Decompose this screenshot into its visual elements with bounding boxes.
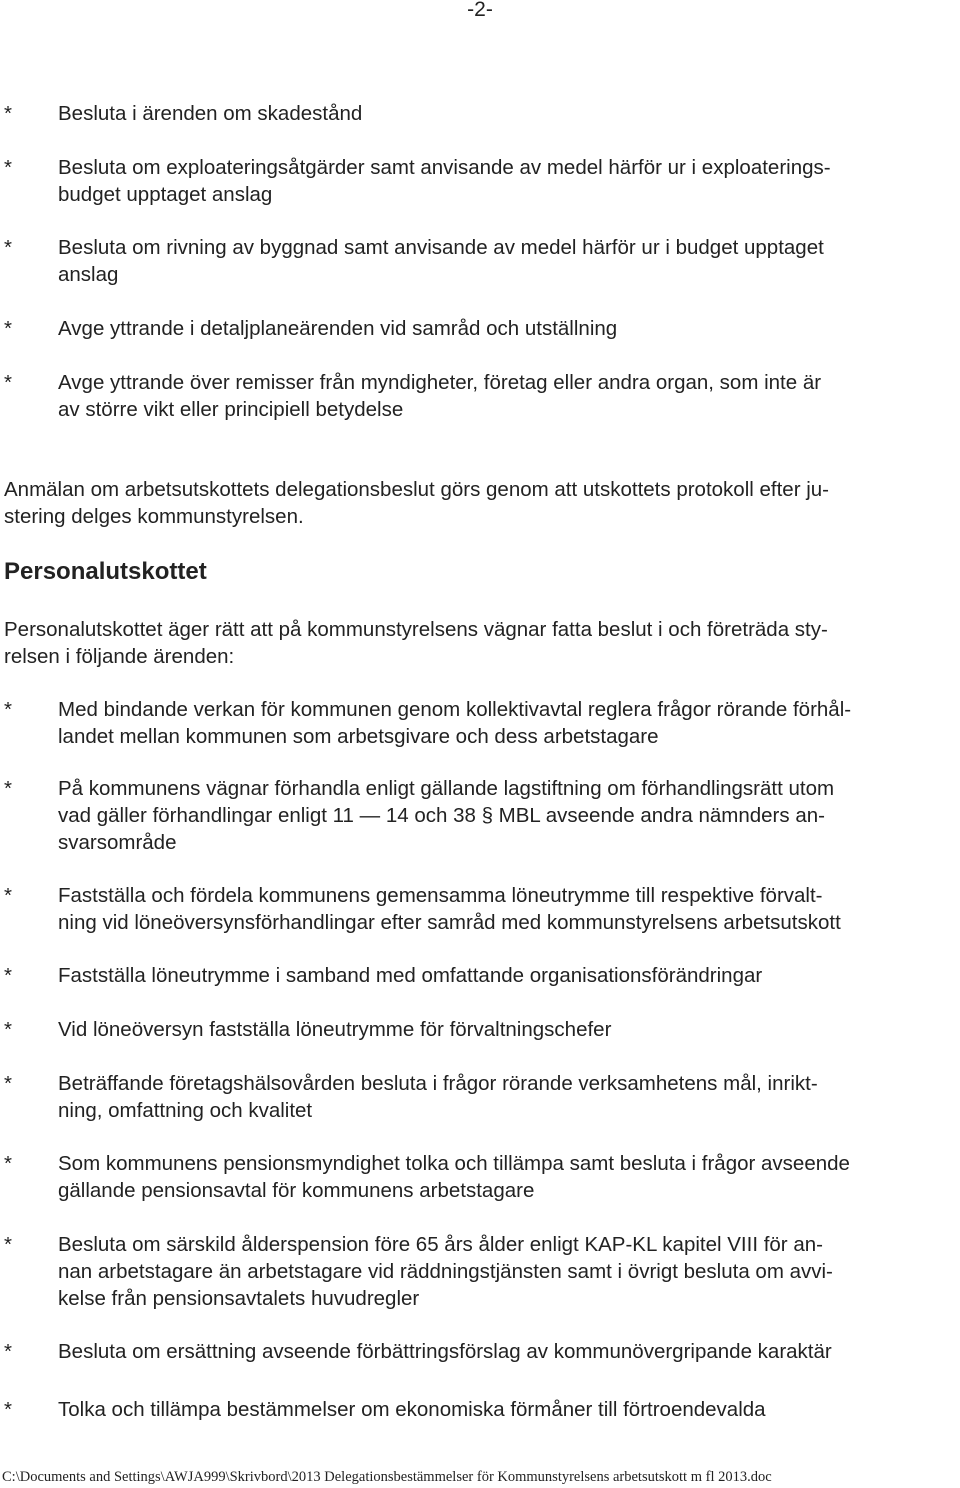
- bullet-marker: *: [4, 884, 12, 907]
- list-item: [4, 1150, 956, 1204]
- bullet-marker: *: [4, 371, 12, 394]
- bullet-marker: *: [4, 102, 12, 125]
- list-item-text: Avge yttrande över remisser från myndigheter, företag eller andra organ, som inte är av större vikt eller principiell betydelse: [58, 371, 822, 421]
- bullet-marker: *: [4, 1072, 12, 1095]
- document-path-footer: C:\Documents and Settings\AWJA999\Skrivbord\2013 Delegationsbestämmelser för Kommunstyrelsens arbetsutskott m fl 2013.doc: [2, 1469, 772, 1485]
- list-item: [4, 882, 956, 936]
- list-item: [4, 962, 956, 989]
- list-item-text: Avge yttrande i detaljplaneärenden vid samråd och utställning: [58, 317, 618, 340]
- list-item-text: Besluta om rivning av byggnad samt anvisande av medel härför ur i budget upptaget anslag: [58, 236, 824, 286]
- list-item: [4, 696, 956, 750]
- delegation-notice: Anmälan om arbetsutskottets delegationsbeslut görs genom att utskottets protokoll efter ju- stering delges kommunstyrelsen.: [4, 478, 829, 528]
- bullet-marker: *: [4, 1018, 12, 1041]
- bullet-marker: *: [4, 156, 12, 179]
- section-heading: Personalutskottet: [4, 558, 207, 585]
- list-item-text: Fastställa och fördela kommunens gemensamma löneutrymme till respektive förvalt- ning vid löneöversynsförhandlingar efter samråd med kommunstyrelsens arbetsutskott: [58, 884, 841, 934]
- list-item: [4, 1396, 956, 1423]
- bullet-marker: *: [4, 1152, 12, 1175]
- list-item-text: Med bindande verkan för kommunen genom kollektivavtal reglera frågor rörande förhål- landet mellan kommunen som arbetsgivare och dess arbetstagare: [58, 698, 852, 748]
- list-item-text: Vid löneöversyn fastställa löneutrymme för förvaltningschefer: [58, 1018, 612, 1041]
- list-item: [4, 1338, 956, 1365]
- list-item-text: Tolka och tillämpa bestämmelser om ekonomiska förmåner till förtroendevalda: [58, 1398, 766, 1421]
- list-item-text: Som kommunens pensionsmyndighet tolka och tillämpa samt besluta i frågor avseende gällande pensionsavtal för kommunens arbetstagare: [58, 1152, 850, 1202]
- list-item: [4, 1016, 956, 1043]
- list-item: [4, 234, 956, 288]
- list-item-text: Beträffande företagshälsovården besluta i frågor rörande verksamhetens mål, inrikt- ning, omfattning och kvalitet: [58, 1072, 818, 1122]
- page-number: -2-: [467, 0, 493, 21]
- list-item: [4, 315, 956, 342]
- list-item: [4, 1070, 956, 1124]
- bullet-marker: *: [4, 698, 12, 721]
- list-item: [4, 775, 956, 856]
- list-item: [4, 100, 956, 127]
- bullet-marker: *: [4, 1340, 12, 1363]
- list-item-text: Fastställa löneutrymme i samband med omfattande organisationsförändringar: [58, 964, 763, 987]
- list-item-text: Besluta om särskild ålderspension före 65 års ålder enligt KAP-KL kapitel VIII för an- nan arbetstagare än arbetstagare vid räddningstjänsten samt i övrigt besluta om avvi- kelse från pensionsavtalets huvudregler: [58, 1233, 833, 1310]
- section-intro: Personalutskottet äger rätt att på kommunstyrelsens vägnar fatta beslut i och företräda sty- relsen i följande ärenden:: [4, 618, 828, 668]
- list-item-text: På kommunens vägnar förhandla enligt gällande lagstiftning om förhandlingsrätt utom vad gäller förhandlingar enligt 11 — 14 och 38 § MBL avseende andra nämnders an- svarsområde: [58, 777, 835, 854]
- list-item: [4, 369, 956, 423]
- bullet-marker: *: [4, 964, 12, 987]
- bullet-marker: *: [4, 1398, 12, 1421]
- list-item-text: Besluta om exploateringsåtgärder samt anvisande av medel härför ur i exploaterings- budget upptaget anslag: [58, 156, 831, 206]
- bullet-marker: *: [4, 777, 12, 800]
- bullet-marker: *: [4, 1233, 12, 1256]
- bullet-marker: *: [4, 317, 12, 340]
- list-item: [4, 1231, 956, 1312]
- bullet-marker: *: [4, 236, 12, 259]
- list-item: [4, 154, 956, 208]
- list-item-text: Besluta i ärenden om skadestånd: [58, 102, 363, 125]
- list-item-text: Besluta om ersättning avseende förbättringsförslag av kommunövergripande karaktär: [58, 1340, 832, 1363]
